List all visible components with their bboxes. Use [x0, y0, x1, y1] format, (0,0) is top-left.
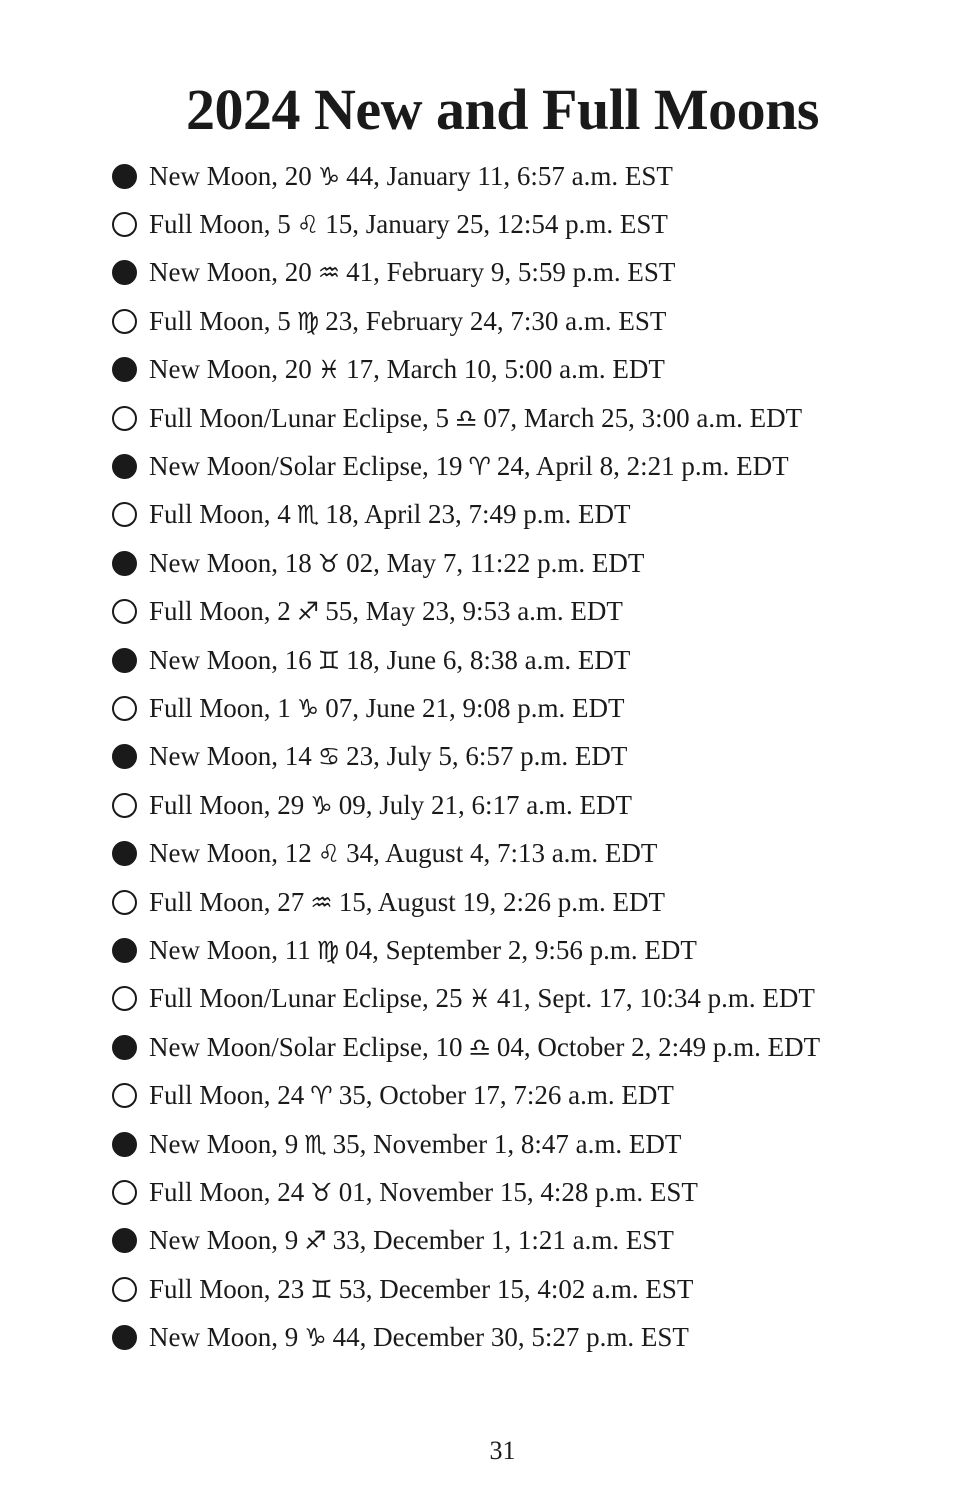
new-moon-icon	[112, 1035, 137, 1060]
moon-label: Full Moon, 24	[149, 1080, 305, 1111]
moon-label: New Moon, 11	[149, 934, 311, 965]
full-moon-icon	[112, 1180, 137, 1205]
moon-details: 55, May 23, 9:53 a.m. EDT	[325, 596, 623, 627]
full-moon-icon	[112, 212, 137, 237]
new-moon-icon	[112, 1132, 137, 1157]
list-item	[112, 975, 820, 1023]
taurus-icon: ♉	[317, 548, 341, 578]
list-item	[112, 152, 820, 200]
moon-label: New Moon, 20	[149, 160, 312, 191]
list-item	[112, 684, 820, 732]
moon-details: 04, September 2, 9:56 p.m. EDT	[345, 934, 697, 965]
moon-label: New Moon, 20	[149, 257, 312, 288]
pisces-icon: ♓	[317, 355, 341, 385]
full-moon-icon	[112, 309, 137, 334]
moon-label: Full Moon/Lunar Eclipse, 5	[149, 402, 449, 433]
list-item	[112, 442, 820, 490]
moon-details: 07, March 25, 3:00 a.m. EDT	[483, 402, 803, 433]
list-item	[112, 1265, 820, 1313]
page-number: 31	[489, 1436, 516, 1465]
list-item	[112, 491, 820, 539]
moon-details: 44, January 11, 6:57 a.m. EST	[346, 160, 673, 191]
sagittarius-icon: ♐	[304, 1226, 327, 1256]
moon-details: 35, October 17, 7:26 a.m. EDT	[338, 1080, 674, 1111]
list-item	[112, 249, 820, 297]
moon-label: New Moon, 20	[149, 354, 312, 385]
page-title: 2024 New and Full Moons	[185, 77, 819, 142]
new-moon-icon	[112, 454, 137, 479]
moon-details: 23, February 24, 7:30 a.m. EST	[325, 305, 667, 336]
moon-details: 33, December 1, 1:21 a.m. EST	[332, 1225, 674, 1256]
new-moon-icon	[112, 164, 137, 189]
moon-details: 23, July 5, 6:57 p.m. EDT	[346, 741, 628, 772]
moon-label: Full Moon, 27	[149, 886, 305, 917]
list-item	[112, 926, 820, 974]
moon-details: 34, August 4, 7:13 a.m. EDT	[346, 838, 658, 869]
new-moon-icon	[112, 1228, 137, 1253]
scorpio-icon: ♏	[304, 1129, 327, 1159]
moon-label: Full Moon, 5	[149, 305, 291, 336]
moon-details: 04, October 2, 2:49 p.m. EDT	[496, 1031, 821, 1062]
list-item	[112, 781, 820, 829]
full-moon-icon	[112, 793, 137, 818]
libra-icon: ♎	[454, 403, 478, 433]
list-item	[112, 1071, 820, 1119]
moon-details: 09, July 21, 6:17 a.m. EDT	[338, 789, 632, 820]
list-item	[112, 588, 820, 636]
moon-label: New Moon/Solar Eclipse, 10	[149, 1031, 463, 1062]
list-item	[112, 878, 820, 926]
list-item	[112, 539, 820, 587]
new-moon-icon	[112, 841, 137, 866]
moon-label: New Moon, 16	[149, 644, 312, 675]
moon-details: 24, April 8, 2:21 p.m. EDT	[496, 451, 789, 482]
moon-details: 41, February 9, 5:59 p.m. EST	[346, 257, 676, 288]
virgo-icon: ♍	[316, 935, 340, 965]
moon-details: 53, December 15, 4:02 a.m. EST	[338, 1273, 694, 1304]
moon-label: New Moon/Solar Eclipse, 19	[149, 451, 463, 482]
new-moon-icon	[112, 938, 137, 963]
list-item	[112, 200, 820, 248]
list-item	[112, 733, 820, 781]
moon-details: 18, April 23, 7:49 p.m. EDT	[325, 499, 631, 530]
moon-details: 07, June 21, 9:08 p.m. EDT	[325, 692, 625, 723]
moon-label: Full Moon, 2	[149, 596, 291, 627]
new-moon-icon	[112, 551, 137, 576]
moon-label: New Moon, 9	[149, 1225, 299, 1256]
moon-list	[112, 152, 820, 1362]
moon-label: New Moon, 18	[149, 547, 312, 578]
cancer-icon: ♋	[317, 742, 341, 772]
moon-details: 01, November 15, 4:28 p.m. EST	[338, 1176, 698, 1207]
moon-details: 44, December 30, 5:27 p.m. EST	[332, 1322, 689, 1353]
moon-label: Full Moon, 23	[149, 1273, 305, 1304]
moon-label: New Moon, 9	[149, 1128, 299, 1159]
new-moon-icon	[112, 648, 137, 673]
capricorn-icon: ♑	[310, 790, 333, 820]
list-item	[112, 1023, 820, 1071]
full-moon-icon	[112, 1277, 137, 1302]
new-moon-icon	[112, 1325, 137, 1350]
moon-details: 17, March 10, 5:00 a.m. EDT	[346, 354, 665, 385]
moon-details: 35, November 1, 8:47 a.m. EDT	[332, 1128, 682, 1159]
new-moon-icon	[112, 357, 137, 382]
capricorn-icon: ♑	[296, 693, 320, 723]
moon-label: Full Moon, 4	[149, 499, 291, 530]
new-moon-icon	[112, 260, 137, 285]
capricorn-icon: ♑	[317, 161, 341, 191]
taurus-icon: ♉	[310, 1177, 333, 1207]
full-moon-icon	[112, 406, 137, 431]
moon-details: 02, May 7, 11:22 p.m. EDT	[346, 547, 645, 578]
list-item	[112, 1313, 820, 1361]
pisces-icon: ♓	[468, 984, 491, 1014]
moon-label: New Moon, 12	[149, 838, 312, 869]
aries-icon: ♈	[468, 452, 491, 482]
moon-label: Full Moon, 5	[149, 209, 291, 240]
capricorn-icon: ♑	[304, 1323, 327, 1353]
full-moon-icon	[112, 890, 137, 915]
moon-label: Full Moon, 29	[149, 789, 305, 820]
moon-label: New Moon, 14	[149, 741, 312, 772]
full-moon-icon	[112, 986, 137, 1011]
moon-label: Full Moon, 1	[149, 692, 291, 723]
leo-icon: ♌	[296, 210, 320, 240]
full-moon-icon	[112, 502, 137, 527]
virgo-icon: ♍	[296, 306, 320, 336]
list-item	[112, 394, 820, 442]
gemini-icon: ♊	[317, 645, 341, 675]
new-moon-icon	[112, 744, 137, 769]
list-item	[112, 1168, 820, 1216]
aries-icon: ♈	[310, 1081, 333, 1111]
aquarius-icon: ♒	[317, 258, 341, 288]
moon-label: Full Moon, 24	[149, 1176, 305, 1207]
aquarius-icon: ♒	[310, 887, 333, 917]
scorpio-icon: ♏	[296, 500, 320, 530]
list-item	[112, 1120, 820, 1168]
leo-icon: ♌	[317, 839, 341, 869]
moon-details: 15, January 25, 12:54 p.m. EST	[325, 209, 668, 240]
list-item	[112, 1217, 820, 1265]
list-item	[112, 829, 820, 877]
moon-details: 18, June 6, 8:38 a.m. EDT	[346, 644, 631, 675]
moon-details: 41, Sept. 17, 10:34 p.m. EDT	[496, 983, 815, 1014]
sagittarius-icon: ♐	[296, 597, 320, 627]
moon-details: 15, August 19, 2:26 p.m. EDT	[338, 886, 665, 917]
moon-label: Full Moon/Lunar Eclipse, 25	[149, 983, 463, 1014]
gemini-icon: ♊	[310, 1274, 333, 1304]
list-item	[112, 636, 820, 684]
list-item	[112, 297, 820, 345]
full-moon-icon	[112, 1083, 137, 1108]
libra-icon: ♎	[468, 1032, 491, 1062]
list-item	[112, 346, 820, 394]
full-moon-icon	[112, 696, 137, 721]
moon-label: New Moon, 9	[149, 1322, 299, 1353]
full-moon-icon	[112, 599, 137, 624]
